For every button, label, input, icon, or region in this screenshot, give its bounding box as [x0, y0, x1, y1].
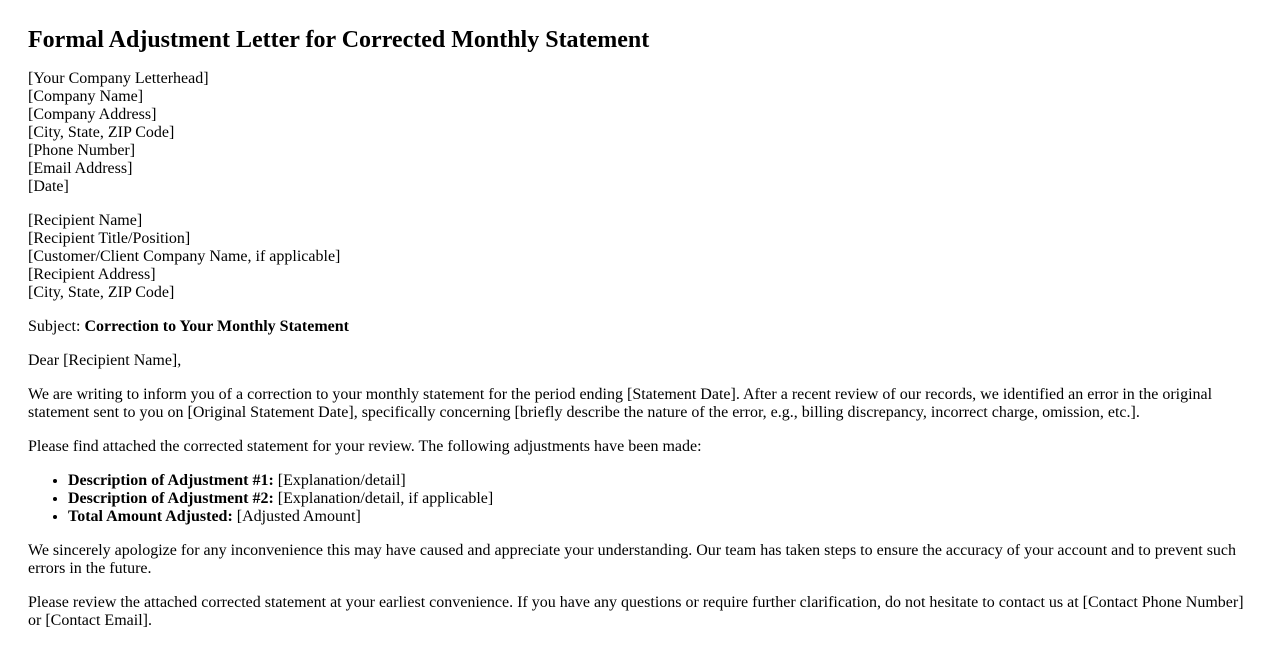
recipient-company: [Customer/Client Company Name, if applicable] — [28, 248, 341, 265]
paragraph-apology: We sincerely apologize for any inconvenience this may have caused and appreciate your understanding. Our team has taken steps to ensure the accuracy of your account and to prevent such errors in the future. — [28, 542, 1237, 577]
page-title: Formal Adjustment Letter for Corrected Monthly Statement — [28, 27, 650, 53]
greeting: Dear [Recipient Name], — [28, 352, 182, 369]
sender-letterhead: [Your Company Letterhead] — [28, 70, 209, 87]
adjustment-value: [Explanation/detail, if applicable] — [277, 490, 494, 507]
adjustment-label: Total Amount Adjusted: — [68, 508, 233, 525]
letter-date: [Date] — [28, 178, 69, 195]
list-item — [68, 472, 1250, 490]
recipient-address: [Recipient Address] — [28, 266, 156, 283]
sender-company-address: [Company Address] — [28, 106, 157, 123]
adjustment-value: [Adjusted Amount] — [236, 508, 361, 525]
paragraph-correction: We are writing to inform you of a correction to your monthly statement for the period ending [Statement Date]. After a recent review of our records, we identified an error in the original statement sent to you on [Original Statement Date], specifically concerning [briefly describe the nature of the error, e.g., billing discrepancy, incorrect charge, omission, etc.]. — [28, 386, 1213, 421]
recipient-name: [Recipient Name] — [28, 212, 143, 229]
recipient-city-state-zip: [City, State, ZIP Code] — [28, 284, 175, 301]
recipient-title: [Recipient Title/Position] — [28, 230, 191, 247]
adjustment-label: Description of Adjustment #2: — [68, 490, 274, 507]
sender-company-name: [Company Name] — [28, 88, 144, 105]
sender-block — [28, 70, 1250, 196]
subject-line — [28, 318, 1250, 336]
sender-phone: [Phone Number] — [28, 142, 136, 159]
sender-email: [Email Address] — [28, 160, 133, 177]
list-item — [68, 508, 1250, 526]
adjustment-label: Description of Adjustment #1: — [68, 472, 274, 489]
list-item — [68, 490, 1250, 508]
paragraph-contact: Please review the attached corrected statement at your earliest convenience. If you have any questions or require further clarification, do not hesitate to contact us at [Contact Phone Number] or [Contact Email]. — [28, 594, 1244, 629]
subject-text: Correction to Your Monthly Statement — [84, 318, 349, 335]
adjustments-list — [28, 472, 1250, 526]
paragraph-attached: Please find attached the corrected statement for your review. The following adjustments have been made: — [28, 438, 702, 455]
subject-label: Subject: — [28, 318, 81, 335]
recipient-block — [28, 212, 1250, 302]
adjustment-value: [Explanation/detail] — [277, 472, 406, 489]
sender-city-state-zip: [City, State, ZIP Code] — [28, 124, 175, 141]
